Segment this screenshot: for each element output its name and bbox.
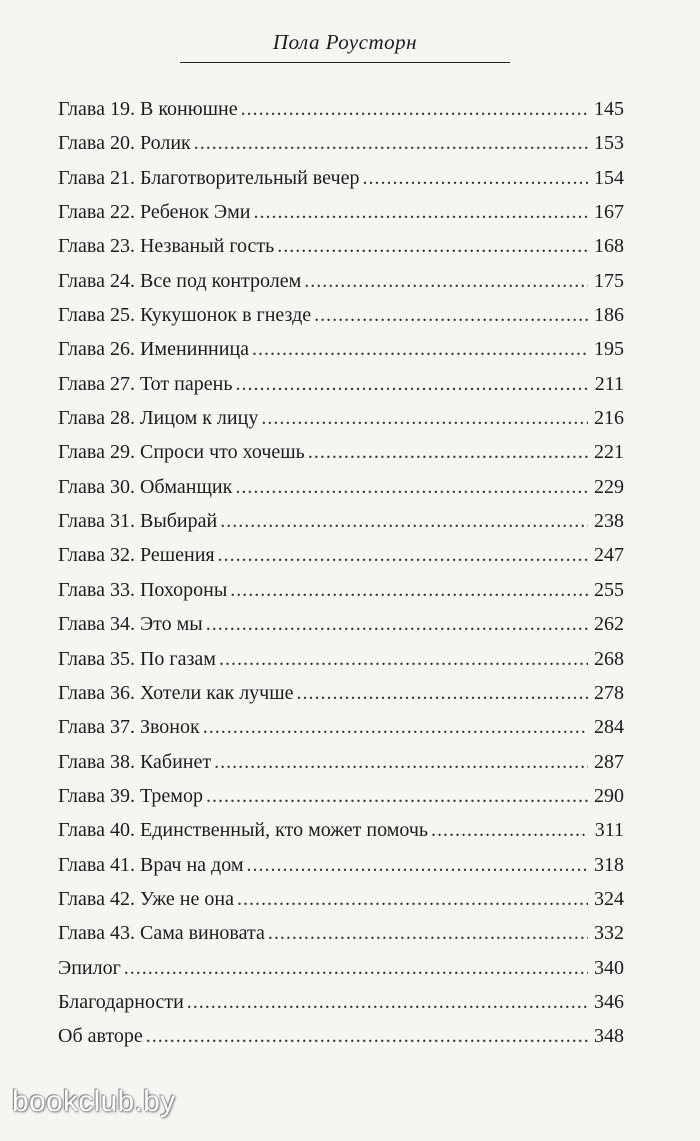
- toc-entry-page: 247: [594, 544, 624, 567]
- toc-dot-leader: [235, 367, 588, 401]
- running-title: Пола Роусторн: [272, 30, 418, 54]
- toc-entry-title: Глава 27. Тот парень: [58, 372, 233, 395]
- toc-entry-page: 284: [594, 716, 624, 739]
- toc-dot-leader: [206, 607, 588, 641]
- table-of-contents: [58, 92, 624, 1054]
- toc-entry: [58, 504, 624, 538]
- toc-dot-leader: [146, 1019, 588, 1053]
- toc-entry: [58, 1019, 624, 1053]
- toc-entry: [58, 745, 624, 779]
- toc-entry-title: Глава 19. В конюшне: [58, 98, 238, 120]
- toc-entry-title: Глава 25. Кукушонок в гнезде: [58, 304, 312, 327]
- toc-entry-page: 145: [594, 98, 624, 120]
- toc-dot-leader: [308, 435, 588, 469]
- toc-dot-leader: [235, 470, 588, 504]
- toc-dot-leader: [261, 401, 588, 435]
- toc-entry-page: 153: [594, 132, 624, 155]
- toc-entry-page: 175: [594, 269, 624, 292]
- toc-dot-leader: [220, 504, 588, 538]
- toc-entry-title: Глава 36. Хотели как лучше: [58, 681, 294, 704]
- toc-dot-leader: [314, 298, 588, 332]
- toc-dot-leader: [304, 264, 588, 298]
- toc-entry: [58, 298, 624, 332]
- toc-entry-title: Глава 28. Лицом к лицу: [58, 407, 259, 430]
- toc-entry-title: Глава 29. Спроси что хочешь: [58, 441, 305, 464]
- toc-entry-title: Глава 20. Ролик: [58, 132, 191, 155]
- toc-dot-leader: [277, 229, 588, 263]
- toc-entry-title: Глава 24. Все под контролем: [58, 269, 302, 292]
- toc-dot-leader: [218, 538, 588, 572]
- toc-entry-page: 262: [594, 613, 624, 636]
- toc-entry: [58, 229, 624, 263]
- toc-dot-leader: [246, 848, 588, 882]
- toc-entry: [58, 676, 624, 710]
- toc-entry-title: Глава 35. По газам: [58, 647, 216, 670]
- toc-entry-page: 221: [594, 441, 624, 464]
- toc-entry-page: 340: [594, 956, 624, 979]
- toc-entry-page: 168: [594, 235, 624, 258]
- toc-entry-page: 311: [594, 819, 624, 842]
- watermark-logo: bookclub.by: [12, 1085, 176, 1118]
- toc-entry-page: 211: [594, 372, 624, 395]
- toc-entry: [58, 332, 624, 366]
- toc-entry-title: Глава 42. Уже не она: [58, 887, 234, 910]
- toc-dot-leader: [431, 813, 588, 847]
- toc-entry-page: 186: [594, 304, 624, 327]
- toc-entry-title: Глава 22. Ребенок Эми: [58, 201, 251, 224]
- toc-entry-page: 332: [594, 922, 624, 945]
- toc-entry-title: Глава 39. Тремор: [58, 784, 203, 807]
- toc-entry-page: 348: [594, 1025, 624, 1048]
- toc-entry: [58, 882, 624, 916]
- toc-entry: [58, 848, 624, 882]
- toc-entry-title: Глава 38. Кабинет: [58, 750, 212, 773]
- toc-entry-title: Об авторе: [58, 1025, 143, 1048]
- toc-entry-page: 278: [594, 681, 624, 704]
- toc-entry: [58, 573, 624, 607]
- toc-entry-page: 346: [594, 990, 624, 1013]
- toc-entry: [58, 161, 624, 195]
- toc-dot-leader: [206, 779, 588, 813]
- toc-dot-leader: [253, 195, 588, 229]
- toc-entry-page: 167: [594, 201, 624, 224]
- toc-entry-page: 268: [594, 647, 624, 670]
- toc-dot-leader: [241, 92, 588, 126]
- toc-entry: [58, 435, 624, 469]
- header-rule: [180, 62, 510, 63]
- toc-dot-leader: [219, 642, 588, 676]
- toc-entry-page: 195: [594, 338, 624, 361]
- toc-entry-page: 238: [594, 510, 624, 533]
- toc-entry: [58, 538, 624, 572]
- toc-dot-leader: [252, 332, 588, 366]
- toc-entry: [58, 916, 624, 950]
- toc-entry: [58, 813, 624, 847]
- toc-entry: [58, 985, 624, 1019]
- toc-dot-leader: [187, 985, 588, 1019]
- toc-entry: [58, 195, 624, 229]
- toc-entry-page: 324: [594, 887, 624, 910]
- toc-entry-title: Глава 30. Обманщик: [58, 475, 233, 498]
- toc-entry-page: 255: [594, 578, 624, 601]
- toc-entry-title: Глава 34. Это мы: [58, 613, 203, 636]
- toc-entry-title: Глава 40. Единственный, кто может помочь: [58, 819, 429, 842]
- toc-entry-title: Глава 23. Незваный гость: [58, 235, 275, 258]
- toc-entry-title: Эпилог: [58, 956, 121, 979]
- toc-entry: [58, 401, 624, 435]
- toc-entry: [58, 367, 624, 401]
- toc-entry-page: 154: [594, 166, 624, 189]
- toc-entry: [58, 779, 624, 813]
- toc-entry-title: Глава 41. Врач на дом: [58, 853, 244, 876]
- toc-entry: [58, 126, 624, 160]
- toc-entry-page: 216: [594, 407, 624, 430]
- toc-entry-page: 287: [594, 750, 624, 773]
- toc-entry-title: Глава 37. Звонок: [58, 716, 200, 739]
- toc-dot-leader: [362, 161, 588, 195]
- toc-entry-title: Глава 33. Похороны: [58, 578, 228, 601]
- toc-dot-leader: [230, 573, 588, 607]
- toc-entry-title: Благодарности: [58, 990, 184, 1013]
- toc-entry: [58, 92, 624, 126]
- toc-entry-page: 290: [594, 784, 624, 807]
- toc-entry-page: 229: [594, 475, 624, 498]
- toc-dot-leader: [268, 916, 588, 950]
- toc-dot-leader: [194, 126, 588, 160]
- toc-dot-leader: [124, 951, 588, 985]
- toc-entry: [58, 951, 624, 985]
- toc-entry-page: 318: [594, 853, 624, 876]
- toc-entry-title: Глава 31. Выбирай: [58, 510, 218, 533]
- toc-entry: [58, 470, 624, 504]
- toc-entry: [58, 607, 624, 641]
- toc-entry: [58, 642, 624, 676]
- toc-entry: [58, 710, 624, 744]
- toc-entry-title: Глава 21. Благотворительный вечер: [58, 166, 360, 189]
- toc-dot-leader: [297, 676, 588, 710]
- toc-dot-leader: [214, 745, 588, 779]
- toc-entry-title: Глава 26. Именинница: [58, 338, 250, 361]
- toc-entry-title: Глава 32. Решения: [58, 544, 215, 567]
- toc-entry: [58, 264, 624, 298]
- toc-entry-title: Глава 43. Сама виновата: [58, 922, 265, 945]
- toc-dot-leader: [203, 710, 588, 744]
- toc-dot-leader: [237, 882, 588, 916]
